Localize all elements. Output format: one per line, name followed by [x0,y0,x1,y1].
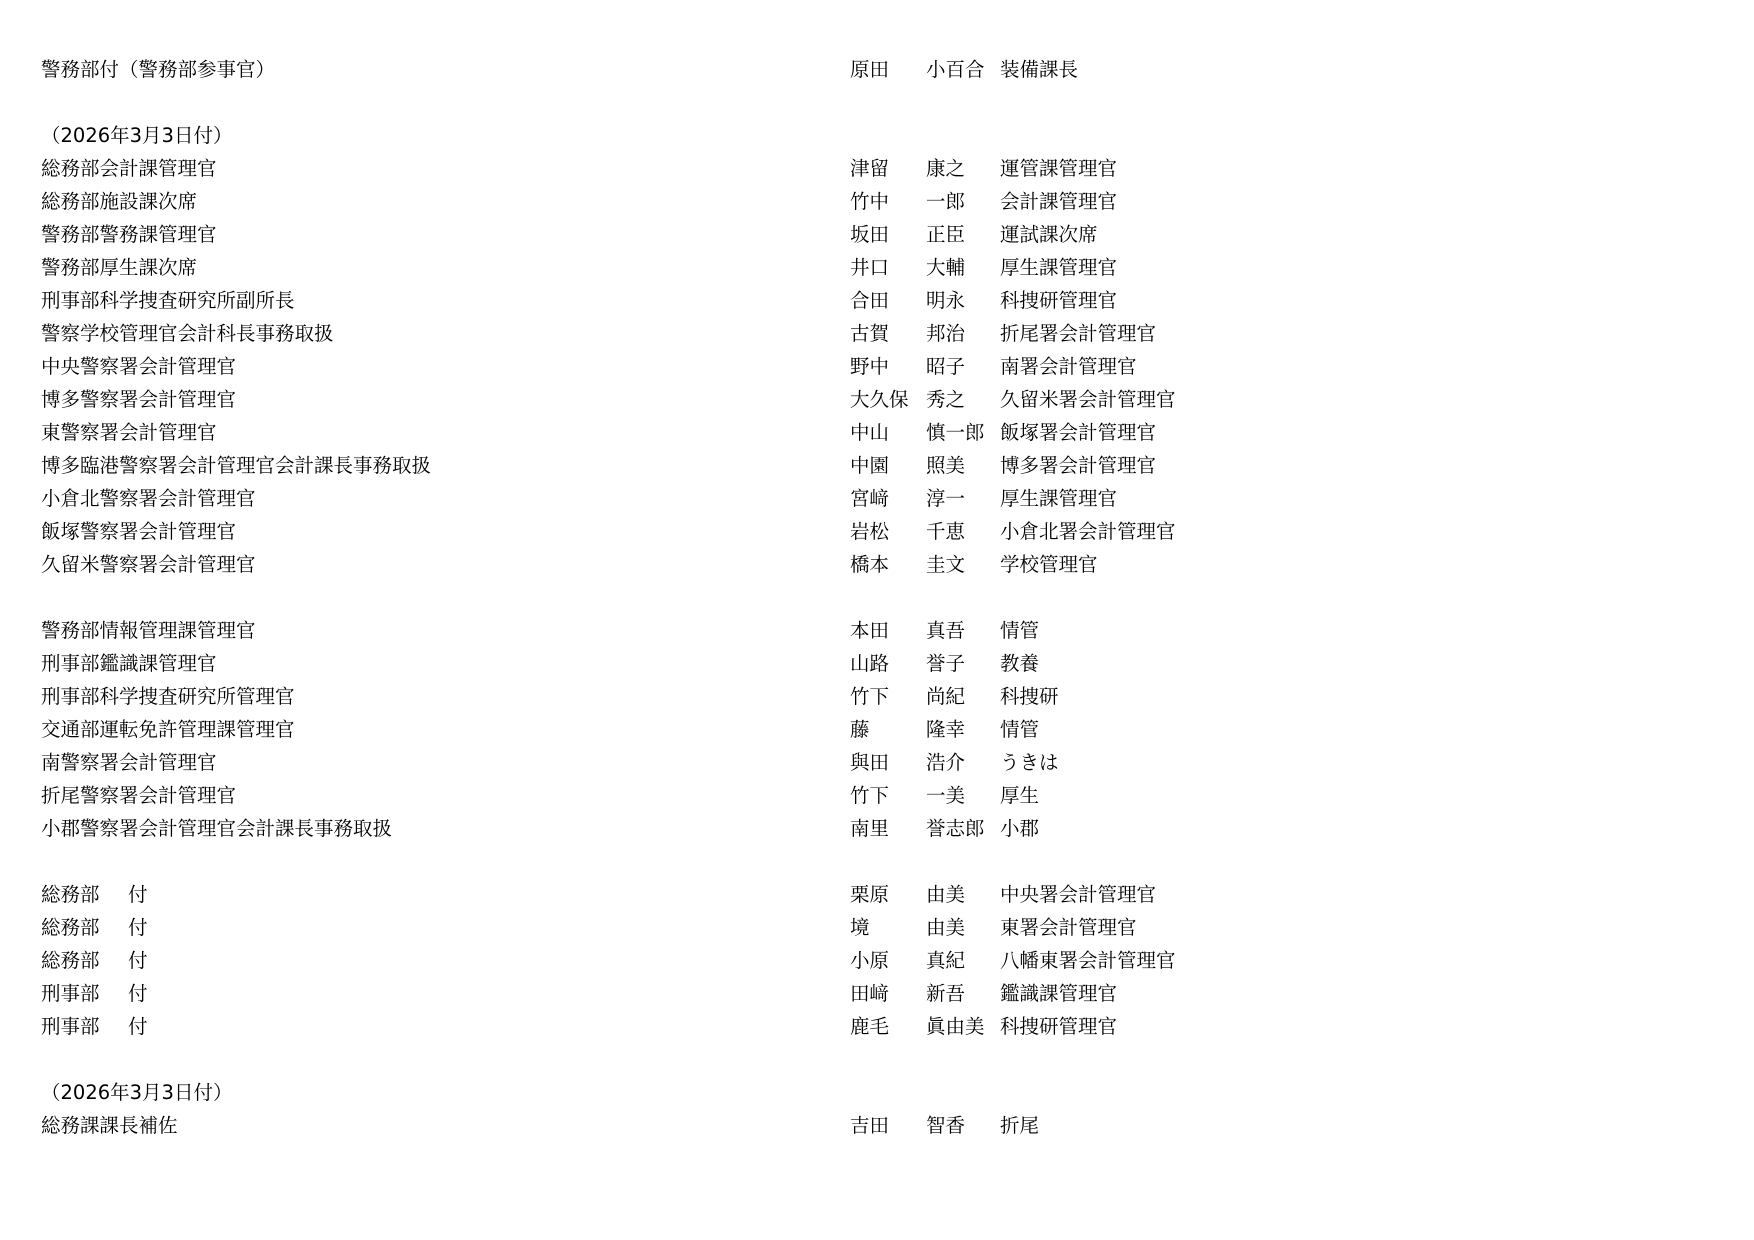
previous-post: 会計課管理官 [1000,190,1118,213]
new-post-department: 総務部 [41,916,100,939]
personnel-entry-row [0,418,1754,448]
previous-post: 折尾 [1000,1114,1040,1137]
person-surname: 鹿毛 [850,1015,890,1038]
person-surname: 竹下 [850,784,890,807]
personnel-entry-row [0,517,1754,547]
person-surname: 中山 [850,421,890,444]
personnel-entry-row [0,319,1754,349]
previous-post: 東署会計管理官 [1000,916,1137,939]
new-post-title: 警務部厚生課次席 [41,256,198,279]
person-given-name: 真吾 [926,619,966,642]
new-post-title: 刑事部科学捜査研究所管理官 [41,685,295,708]
person-surname: 井口 [850,256,890,279]
previous-post: 情管 [1000,718,1040,741]
new-post-title: 警務部付（警務部参事官） [41,58,276,81]
previous-post: 運管課管理官 [1000,157,1118,180]
person-given-name: 尚紀 [926,685,966,708]
effective-date-heading [0,1078,1754,1108]
previous-post: 久留米署会計管理官 [1000,388,1176,411]
personnel-entry-row [0,451,1754,481]
person-surname: 古賀 [850,322,890,345]
new-post-title: 総務部会計課管理官 [41,157,217,180]
new-post-department: 総務部 [41,949,100,972]
new-post-suffix: 付 [128,982,148,1005]
previous-post: 中央署会計管理官 [1000,883,1157,906]
person-given-name: 小百合 [926,58,985,81]
new-post-suffix: 付 [128,1015,148,1038]
new-post-title: 久留米警察署会計管理官 [41,553,256,576]
personnel-entry-row [0,1111,1754,1141]
personnel-entry-row [0,715,1754,745]
new-post-department: 刑事部 [41,982,100,1005]
new-post-title: 東警察署会計管理官 [41,421,217,444]
previous-post: 学校管理官 [1000,553,1098,576]
new-post-title: 交通部運転免許管理課管理官 [41,718,295,741]
person-surname: 坂田 [850,223,890,246]
person-given-name: 康之 [926,157,966,180]
person-given-name: 慎一郎 [926,421,985,444]
person-given-name: 眞由美 [926,1015,985,1038]
person-given-name: 淳一 [926,487,966,510]
person-surname: 山路 [850,652,890,675]
person-given-name: 誉子 [926,652,966,675]
personnel-entry-row [0,550,1754,580]
effective-date-text: （2026年3月3日付） [41,1081,233,1104]
person-given-name: 智香 [926,1114,966,1137]
new-post-title: 博多臨港警察署会計管理官会計課長事務取扱 [41,454,432,477]
new-post-title: 刑事部鑑識課管理官 [41,652,217,675]
new-post-title: 中央警察署会計管理官 [41,355,237,378]
person-surname: 野中 [850,355,890,378]
personnel-entry-row [0,154,1754,184]
person-surname: 原田 [850,58,890,81]
person-given-name: 隆幸 [926,718,966,741]
person-given-name: 真紀 [926,949,966,972]
person-given-name: 一美 [926,784,966,807]
person-surname: 小原 [850,949,890,972]
new-post-department: 刑事部 [41,1015,100,1038]
person-surname: 田﨑 [850,982,890,1005]
new-post-suffix: 付 [128,949,148,972]
person-surname: 栗原 [850,883,890,906]
previous-post: 八幡東署会計管理官 [1000,949,1176,972]
personnel-entry-row [0,616,1754,646]
personnel-entry-row [0,220,1754,250]
personnel-entry-row [0,55,1754,85]
previous-post: 小倉北署会計管理官 [1000,520,1176,543]
effective-date-heading [0,121,1754,151]
personnel-entry-row [0,286,1754,316]
previous-post: 折尾署会計管理官 [1000,322,1157,345]
new-post-title: 警務部警務課管理官 [41,223,217,246]
effective-date-text: （2026年3月3日付） [41,124,233,147]
person-given-name: 圭文 [926,553,966,576]
previous-post: 科捜研管理官 [1000,1015,1118,1038]
personnel-entry-row [0,484,1754,514]
person-given-name: 由美 [926,916,966,939]
blank-line [0,88,1754,118]
new-post-title: 博多警察署会計管理官 [41,388,237,411]
person-surname: 岩松 [850,520,890,543]
previous-post: 博多署会計管理官 [1000,454,1157,477]
previous-post: 運試課次席 [1000,223,1098,246]
person-given-name: 明永 [926,289,966,312]
new-post-suffix: 付 [128,883,148,906]
previous-post: 南署会計管理官 [1000,355,1137,378]
new-post-title: 南警察署会計管理官 [41,751,217,774]
person-surname: 竹下 [850,685,890,708]
person-surname: 南里 [850,817,890,840]
person-surname: 境 [850,916,870,939]
blank-line [0,847,1754,877]
previous-post: 厚生課管理官 [1000,256,1118,279]
person-surname: 吉田 [850,1114,890,1137]
person-given-name: 照美 [926,454,966,477]
new-post-title: 総務部施設課次席 [41,190,198,213]
person-given-name: 一郎 [926,190,966,213]
person-given-name: 正臣 [926,223,966,246]
previous-post: うきは [1000,751,1059,774]
personnel-entry-row [0,682,1754,712]
person-surname: 本田 [850,619,890,642]
person-surname: 與田 [850,751,890,774]
person-given-name: 新吾 [926,982,966,1005]
previous-post: 厚生 [1000,784,1040,807]
person-given-name: 秀之 [926,388,966,411]
person-surname: 竹中 [850,190,890,213]
personnel-entry-row [0,748,1754,778]
person-given-name: 由美 [926,883,966,906]
personnel-entry-row [0,781,1754,811]
personnel-entry-row [0,352,1754,382]
previous-post: 飯塚署会計管理官 [1000,421,1157,444]
blank-line [0,1045,1754,1075]
personnel-entry-row [0,913,1754,943]
personnel-entry-row [0,880,1754,910]
blank-line [0,583,1754,613]
previous-post: 科捜研 [1000,685,1059,708]
previous-post: 科捜研管理官 [1000,289,1118,312]
previous-post: 小郡 [1000,817,1040,840]
personnel-entry-row [0,946,1754,976]
previous-post: 情管 [1000,619,1040,642]
person-surname: 宮﨑 [850,487,890,510]
person-given-name: 邦治 [926,322,966,345]
previous-post: 鑑識課管理官 [1000,982,1118,1005]
person-surname: 大久保 [850,388,909,411]
new-post-title: 総務課課長補佐 [41,1114,178,1137]
person-surname: 藤 [850,718,870,741]
new-post-suffix: 付 [128,916,148,939]
personnel-entry-row [0,649,1754,679]
personnel-entry-row [0,979,1754,1009]
person-given-name: 誉志郎 [926,817,985,840]
person-surname: 橋本 [850,553,890,576]
person-surname: 合田 [850,289,890,312]
new-post-title: 小倉北警察署会計管理官 [41,487,256,510]
new-post-title: 折尾警察署会計管理官 [41,784,237,807]
new-post-title: 飯塚警察署会計管理官 [41,520,237,543]
person-surname: 津留 [850,157,890,180]
person-given-name: 浩介 [926,751,966,774]
previous-post: 装備課長 [1000,58,1079,81]
person-surname: 中園 [850,454,890,477]
personnel-entry-row [0,253,1754,283]
personnel-entry-row [0,187,1754,217]
personnel-entry-row [0,814,1754,844]
person-given-name: 昭子 [926,355,966,378]
previous-post: 厚生課管理官 [1000,487,1118,510]
new-post-title: 警察学校管理官会計科長事務取扱 [41,322,334,345]
new-post-department: 総務部 [41,883,100,906]
personnel-entry-row [0,385,1754,415]
personnel-entry-row [0,1012,1754,1042]
new-post-title: 小郡警察署会計管理官会計課長事務取扱 [41,817,393,840]
previous-post: 教養 [1000,652,1040,675]
person-given-name: 大輔 [926,256,966,279]
new-post-title: 刑事部科学捜査研究所副所長 [41,289,295,312]
new-post-title: 警務部情報管理課管理官 [41,619,256,642]
person-given-name: 千恵 [926,520,966,543]
